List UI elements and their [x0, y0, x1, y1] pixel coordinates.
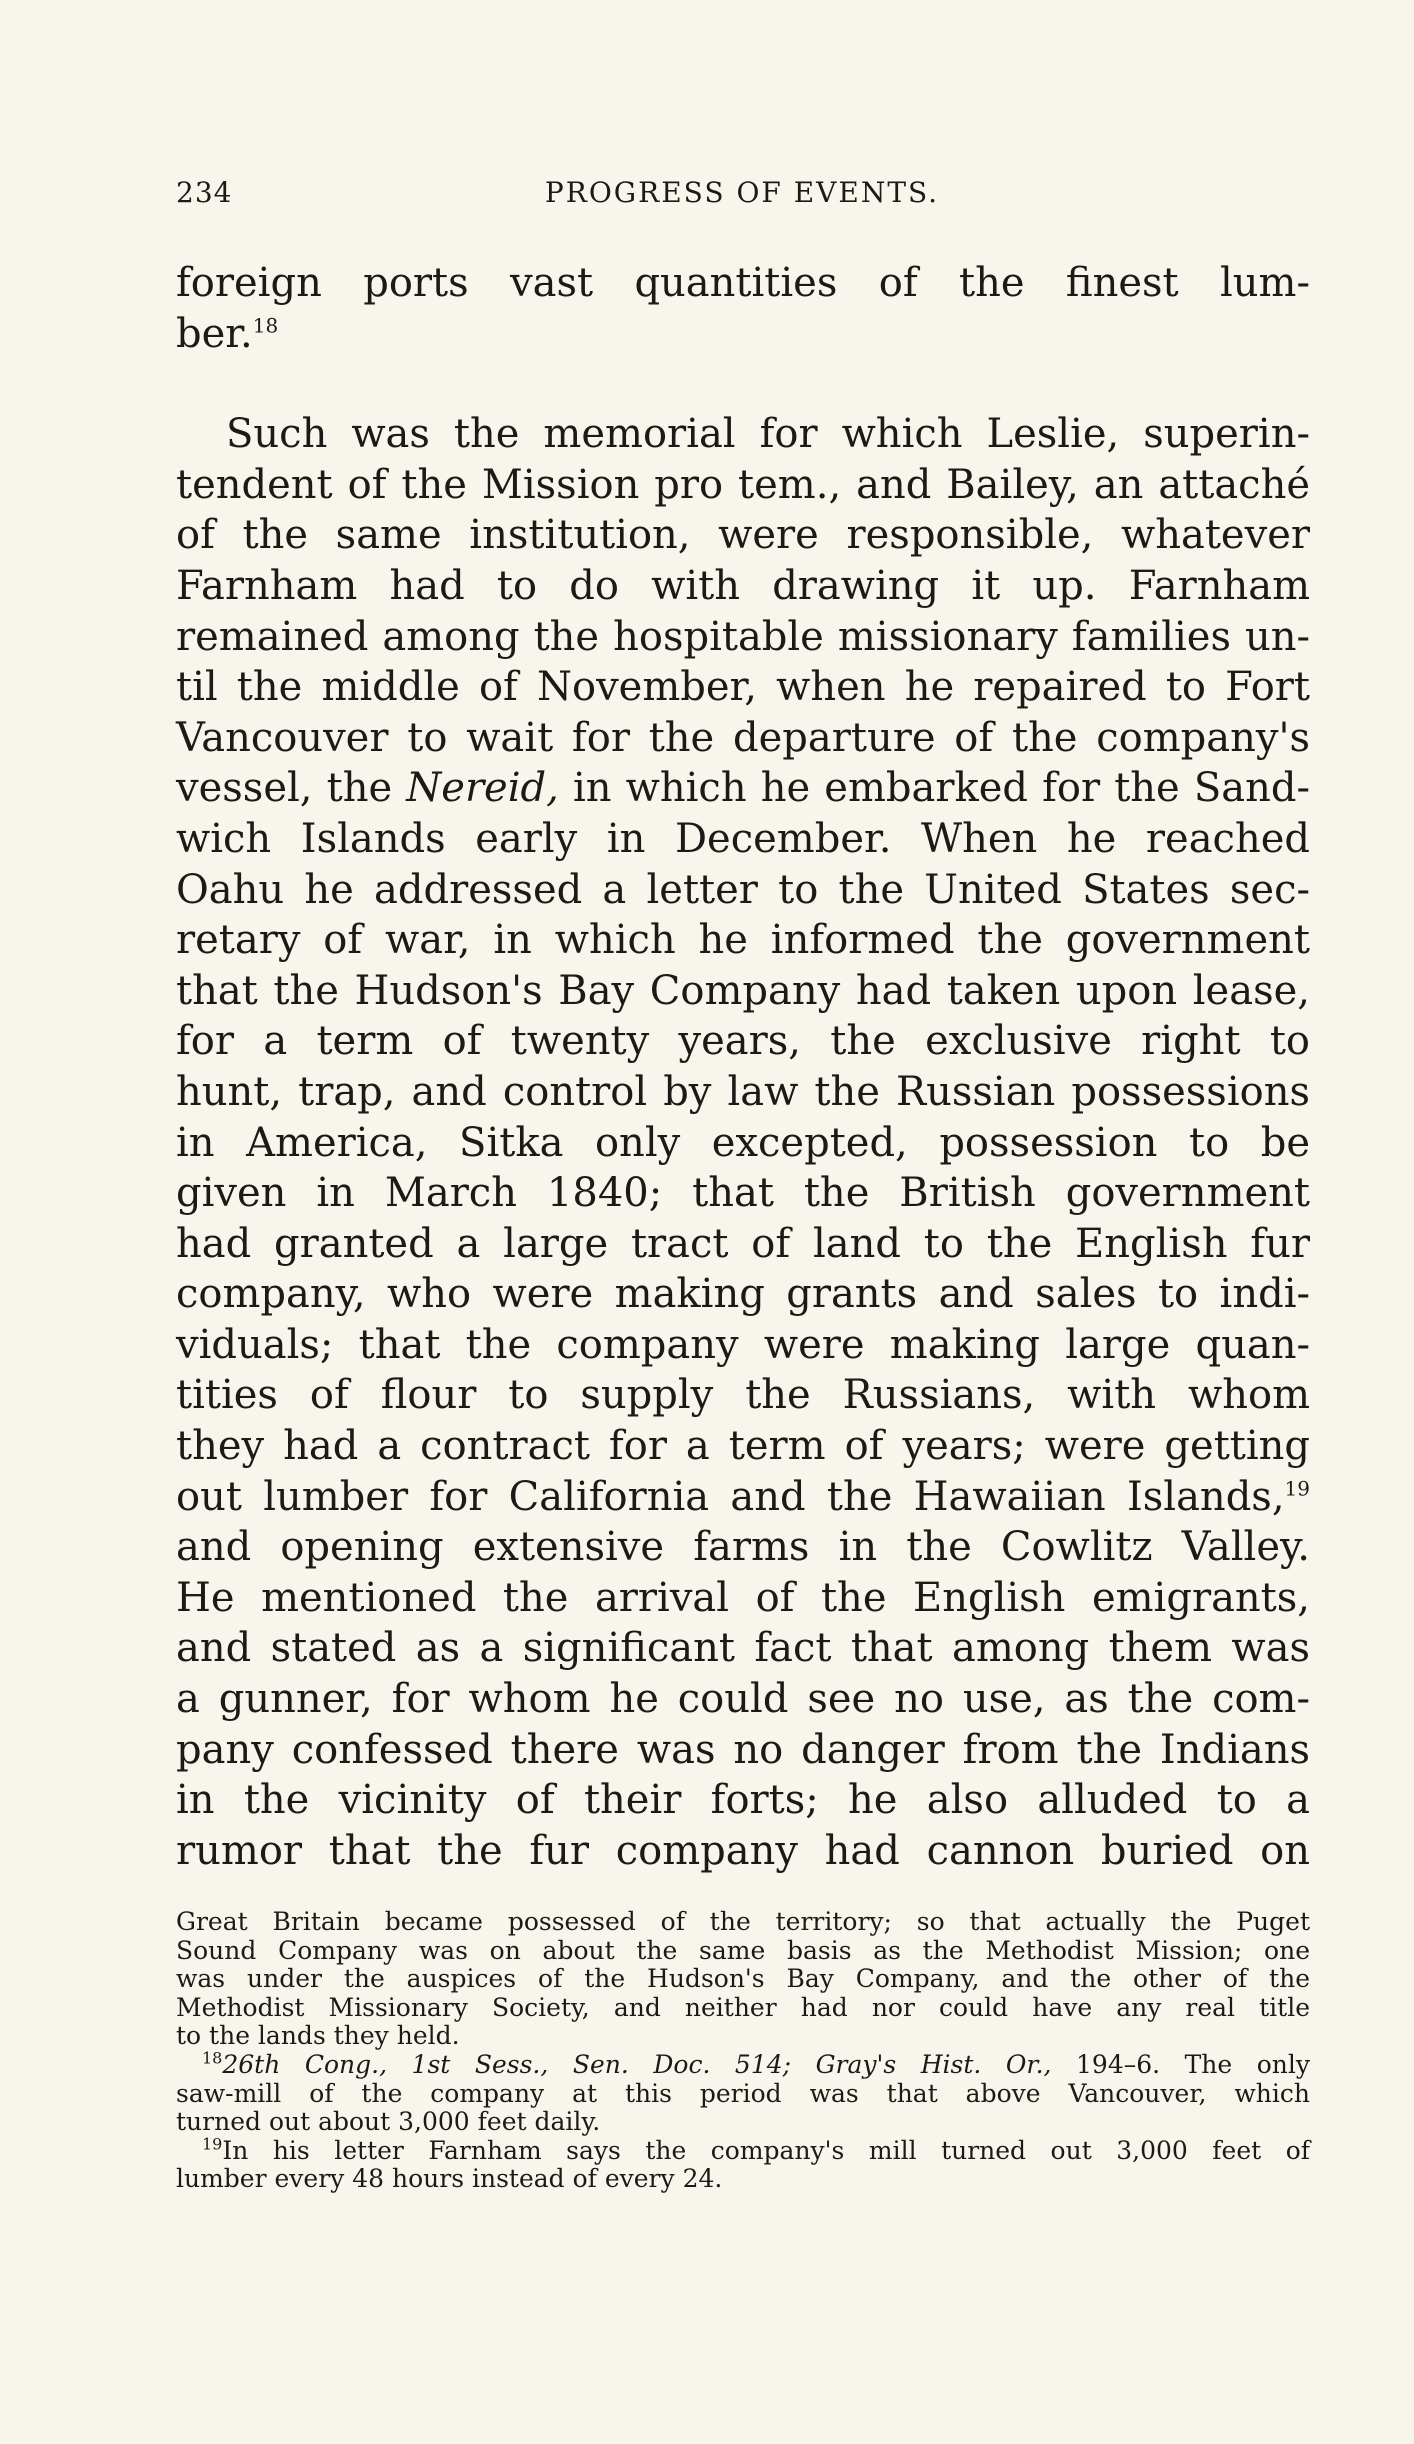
page-header [176, 176, 1308, 216]
paragraph-gap [176, 359, 1310, 409]
text-line: for a term of twenty years, the exclusive right to [176, 1018, 1310, 1065]
text-fragment: In his letter Farnham says the company's mill turned out 3,000 feet of [222, 2135, 1310, 2165]
text-line: they had a contract for a term of years; were getting [176, 1423, 1310, 1470]
footnote-18 [176, 2048, 1310, 2080]
text-line: a gunner, for whom he could see no use, as the com- [176, 1676, 1310, 1723]
footnote-line: lumber every 48 hours instead of every 24. [176, 2164, 723, 2194]
text-line: He mentioned the arrival of the English emigrants, [176, 1574, 1310, 1621]
page-number: 234 [176, 176, 233, 209]
text-fragment: vessel, the [176, 765, 407, 812]
text-line: and opening extensive farms in the Cowlitz Valley. [176, 1524, 1310, 1571]
text-line: hunt, trap, and control by law the Russian possessions [176, 1068, 1310, 1115]
text-line [176, 309, 1310, 360]
text-fragment: ber. [176, 310, 253, 357]
text-line: of the same institution, were responsible, whatever [176, 512, 1310, 559]
footnote-ref-19: 19 [1284, 1476, 1310, 1501]
main-text [176, 258, 1310, 1876]
text-line: given in March 1840; that the British government [176, 1170, 1310, 1217]
text-line: foreign ports vast quantities of the finest lum- [176, 260, 1310, 306]
text-line: in America, Sitka only excepted, possession to be [176, 1119, 1310, 1166]
footnote-mark: 19 [202, 2134, 223, 2154]
text-line: wich Islands early in December. When he reached [176, 815, 1310, 862]
text-line: had granted a large tract of land to the English fur [176, 1220, 1310, 1267]
text-line: Such was the memorial for which Leslie, superin- [226, 411, 1310, 458]
text-line: Farnham had to do with drawing it up. Farnham [176, 562, 1310, 609]
text-line: Oahu he addressed a letter to the United States sec- [176, 866, 1310, 913]
text-line: and stated as a significant fact that among them was [176, 1625, 1310, 1672]
text-line: tities of flour to supply the Russians, with whom [176, 1372, 1310, 1419]
footnotes [176, 1908, 1310, 2194]
text-line: viduals; that the company were making large quan- [176, 1321, 1310, 1368]
text-line [176, 1472, 1310, 1523]
text-line: remained among the hospitable missionary families un- [176, 613, 1310, 660]
footnote-19 [176, 2134, 1310, 2166]
citation: 26th Cong., 1st Sess., Sen. Doc. 514; Gray's Hist. Or., [222, 2049, 1052, 2079]
text-fragment: 194–6. The only [1051, 2049, 1310, 2079]
text-line: rumor that the fur company had cannon buried on [176, 1827, 1310, 1874]
footnote-line: to the lands they held. [176, 2021, 460, 2051]
text-line: tendent of the Mission pro tem., and Bailey, an attaché [176, 461, 1310, 508]
text-line: company, who were making grants and sales to indi- [176, 1271, 1310, 1318]
running-title: PROGRESS OF EVENTS. [544, 176, 940, 209]
footnote-ref-18: 18 [252, 313, 279, 338]
footnote-line: Great Britain became possessed of the territory; so that actually the Puget [176, 1907, 1310, 1936]
footnote-line: was under the auspices of the Hudson's Bay Company, and the other of the [176, 1964, 1310, 1994]
text-line: til the middle of November, when he repaired to Fort [176, 664, 1310, 711]
footnote-line: turned out about 3,000 feet daily. [176, 2107, 601, 2137]
text-line: that the Hudson's Bay Company had taken upon lease, [176, 967, 1310, 1014]
text-line [176, 763, 1310, 814]
ship-name: Nereid, [406, 765, 559, 812]
footnote-line: saw-mill of the company at this period was that above Vancouver, which [176, 2078, 1310, 2108]
footnote-mark: 18 [202, 2048, 223, 2068]
text-line: pany confessed there was no danger from the Indians [176, 1726, 1310, 1773]
footnote-line: Sound Company was on about the same basis as the Methodist Mission; one [176, 1935, 1310, 1965]
text-line: Vancouver to wait for the departure of the company's [176, 714, 1310, 761]
text-fragment: in which he embarked for the Sand- [558, 765, 1310, 812]
text-line: retary of war, in which he informed the government [176, 917, 1310, 964]
text-fragment: out lumber for California and the Hawaiian Islands, [176, 1473, 1285, 1520]
footnote-line: Methodist Missionary Society, and neither had nor could have any real title [176, 1992, 1310, 2022]
text-line: in the vicinity of their forts; he also alluded to a [176, 1777, 1310, 1824]
